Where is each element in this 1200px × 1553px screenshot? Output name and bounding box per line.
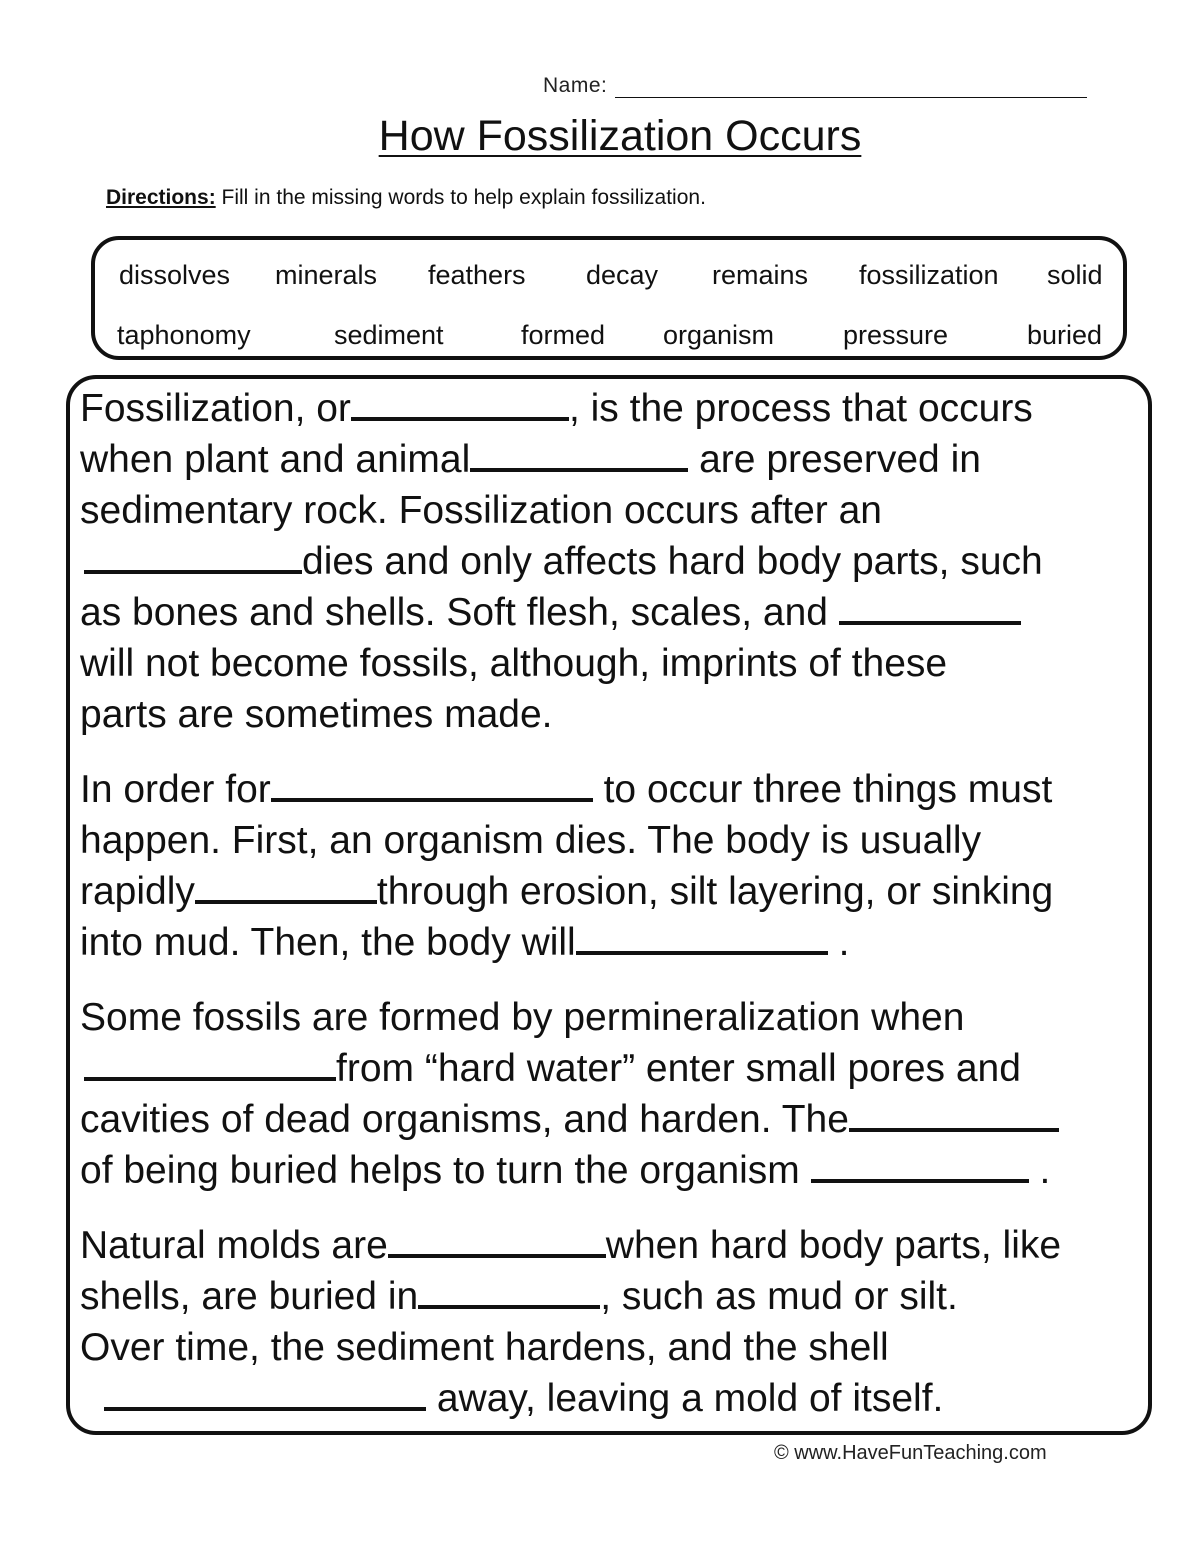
text-segment: as bones and shells. Soft flesh, scales, and [80, 591, 839, 634]
word-bank-row-1 [95, 260, 1123, 290]
answer-blank[interactable] [418, 1275, 600, 1309]
word-bank-word: fossilization [859, 260, 999, 290]
text-line [80, 689, 1155, 740]
text-segment: , such as mud or silt. [600, 1275, 958, 1318]
text-segment: rapidly [80, 870, 195, 913]
text-segment: away, leaving a mold of itself. [426, 1377, 944, 1420]
text-segment: Some fossils are formed by permineralization when [80, 996, 965, 1039]
text-line [80, 992, 1155, 1043]
answer-blank[interactable] [84, 540, 302, 574]
text-segment: happen. First, an organism dies. The body is usually [80, 819, 982, 862]
text-line [80, 434, 1155, 485]
text-segment: sedimentary rock. Fossilization occurs after an [80, 489, 882, 532]
text-line [80, 1322, 1155, 1373]
page-title: How Fossilization Occurs [378, 112, 862, 160]
answer-blank[interactable] [576, 921, 828, 955]
answer-blank[interactable] [351, 387, 569, 421]
answer-blank[interactable] [839, 591, 1021, 625]
text-line [80, 1145, 1155, 1196]
word-bank-word: pressure [843, 320, 949, 350]
text-line [80, 917, 1155, 968]
text-segment: will not become fossils, although, imprints of these [80, 642, 948, 685]
name-field[interactable] [615, 75, 1087, 98]
directions-text: Fill in the missing words to help explain fossilization. [215, 186, 706, 209]
answer-blank[interactable] [84, 1047, 336, 1081]
text-segment: , is the process that occurs [568, 387, 1033, 430]
word-bank-word: dissolves [119, 260, 231, 290]
word-bank-word: feathers [428, 260, 526, 290]
word-bank [91, 236, 1127, 360]
text-segment: through erosion, silt layering, or sinking [376, 870, 1054, 913]
text-segment: are preserved in [688, 438, 981, 481]
answer-blank[interactable] [271, 768, 593, 802]
text-segment: dies and only affects hard body parts, such [302, 540, 1043, 583]
text-segment: when plant and animal [80, 438, 471, 481]
text-segment: parts are sometimes made. [80, 693, 553, 736]
word-bank-word: buried [1027, 320, 1103, 350]
paragraph-2 [80, 764, 1155, 968]
answer-blank[interactable] [849, 1098, 1059, 1132]
name-label: Name: [543, 74, 608, 97]
text-segment: . [827, 921, 850, 964]
text-segment: In order for [80, 768, 271, 811]
text-segment: shells, are buried in [80, 1275, 419, 1318]
answer-blank[interactable] [388, 1224, 606, 1258]
word-bank-word: formed [521, 320, 606, 350]
text-line [80, 1094, 1155, 1145]
text-segment: into mud. Then, the body will [80, 921, 576, 964]
word-bank-word: solid [1047, 260, 1103, 290]
text-segment: . [1028, 1149, 1051, 1192]
word-bank-word: sediment [334, 320, 444, 350]
paragraph-4 [80, 1220, 1155, 1424]
directions-label: Directions: [106, 186, 216, 209]
answer-blank[interactable] [104, 1377, 426, 1411]
directions [106, 186, 706, 210]
word-bank-row-2 [95, 320, 1123, 350]
word-bank-word: taphonomy [117, 320, 251, 350]
text-line [80, 815, 1155, 866]
word-bank-word: organism [663, 320, 775, 350]
text-segment: from “hard water” enter small pores and [336, 1047, 1021, 1090]
word-bank-word: minerals [275, 260, 378, 290]
name-row [543, 74, 1087, 98]
text-line [80, 638, 1155, 689]
text-line [80, 764, 1155, 815]
text-segment: of being buried helps to turn the organism [80, 1149, 811, 1192]
text-line [80, 1373, 1155, 1424]
text-segment: cavities of dead organisms, and harden. The [80, 1098, 849, 1141]
text-segment: to occur three things must [592, 768, 1053, 811]
footer-credit: © www.HaveFunTeaching.com [774, 1442, 1047, 1464]
text-segment: when hard body parts, like [605, 1224, 1062, 1267]
paragraph-1 [80, 383, 1155, 740]
text-line [80, 383, 1155, 434]
word-bank-word: remains [712, 260, 809, 290]
text-line [80, 1271, 1155, 1322]
paragraph-3 [80, 992, 1155, 1196]
text-segment: Fossilization, or [80, 387, 351, 430]
text-line [80, 587, 1155, 638]
answer-blank[interactable] [470, 438, 688, 472]
answer-blank[interactable] [195, 870, 377, 904]
text-segment: Over time, the sediment hardens, and the shell [80, 1326, 889, 1369]
text-line [80, 536, 1155, 587]
text-line [80, 866, 1155, 917]
text-line [80, 1220, 1155, 1271]
answer-blank[interactable] [811, 1149, 1029, 1183]
text-segment: Natural molds are [80, 1224, 388, 1267]
text-line [80, 485, 1155, 536]
word-bank-word: decay [586, 260, 659, 290]
text-line [80, 1043, 1155, 1094]
